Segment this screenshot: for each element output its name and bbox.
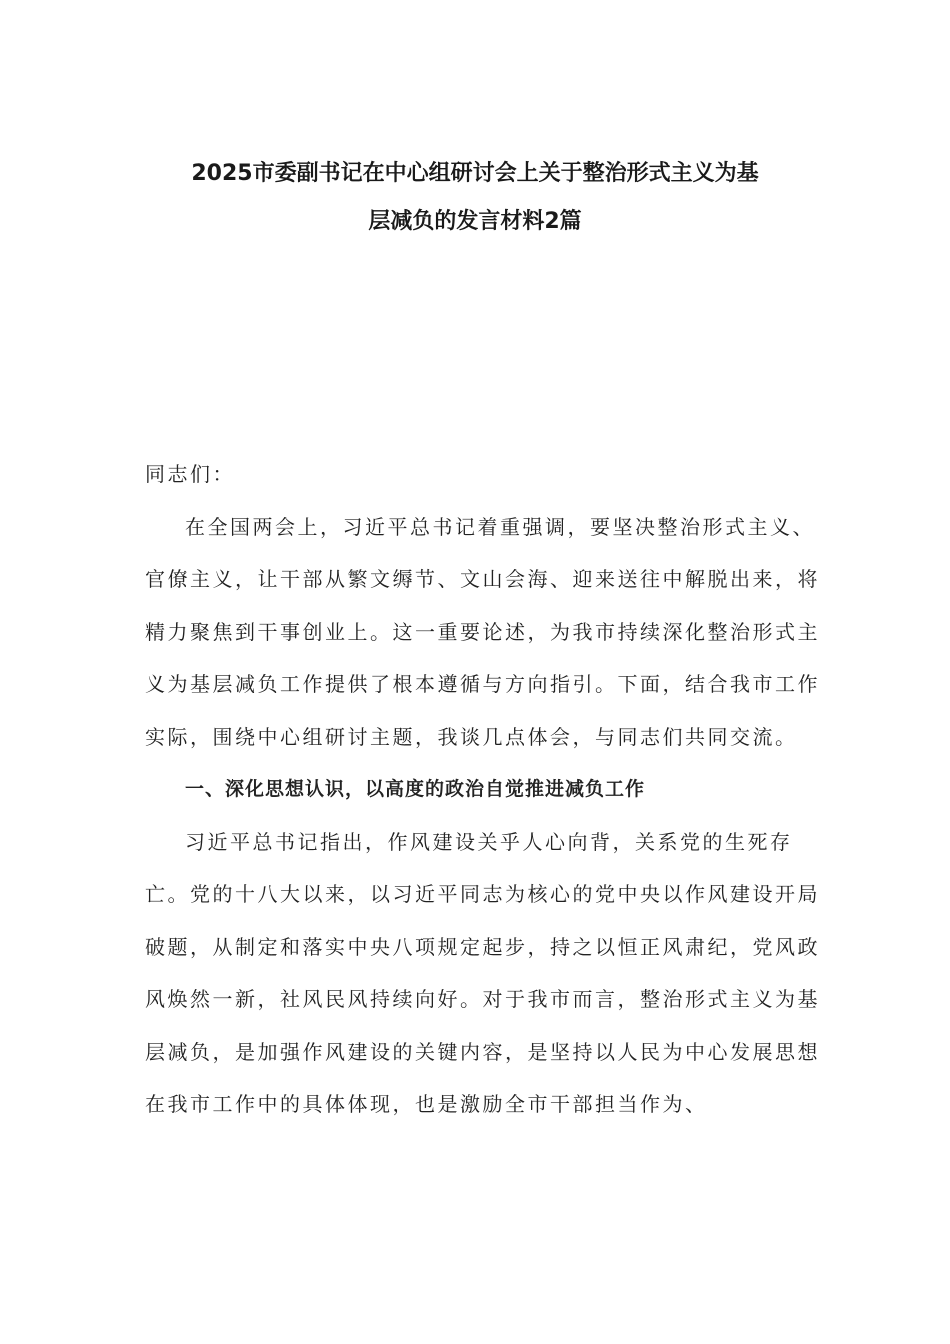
document-body	[145, 448, 825, 1131]
title-line-2: 层减负的发言材料2篇	[368, 209, 582, 234]
document-title	[100, 150, 850, 246]
intro-paragraph: 在全国两会上，习近平总书记着重强调，要坚决整治形式主义、官僚主义，让干部从繁文缛节、文山会海、迎来送往中解脱出来，将精力聚焦到干事创业上。这一重要论述，为我市持续深化整治形式主义为基层减负工作提供了根本遵循与方向指引。下面，结合我市工作实际，围绕中心组研讨主题，我谈几点体会，与同志们共同交流。	[145, 514, 820, 749]
section-1-heading: 一、深化思想认识，以高度的政治自觉推进减负工作	[185, 778, 646, 800]
title-line-1: 2025市委副书记在中心组研讨会上关于整治形式主义为基	[191, 161, 759, 186]
salutation: 同志们：	[145, 462, 235, 486]
section-1-paragraph: 习近平总书记指出，作风建设关乎人心向背，关系党的生死存亡。党的十八大以来，以习近平同志为核心的党中央以作风建设开局破题，从制定和落实中央八项规定起步，持之以恒正风肃纪，党风政风焕然一新，社风民风持续向好。对于我市而言，整治形式主义为基层减负，是加强作风建设的关键内容，是坚持以人民为中心发展思想在我市工作中的具体体现，也是激励全市干部担当作为、	[145, 829, 820, 1116]
